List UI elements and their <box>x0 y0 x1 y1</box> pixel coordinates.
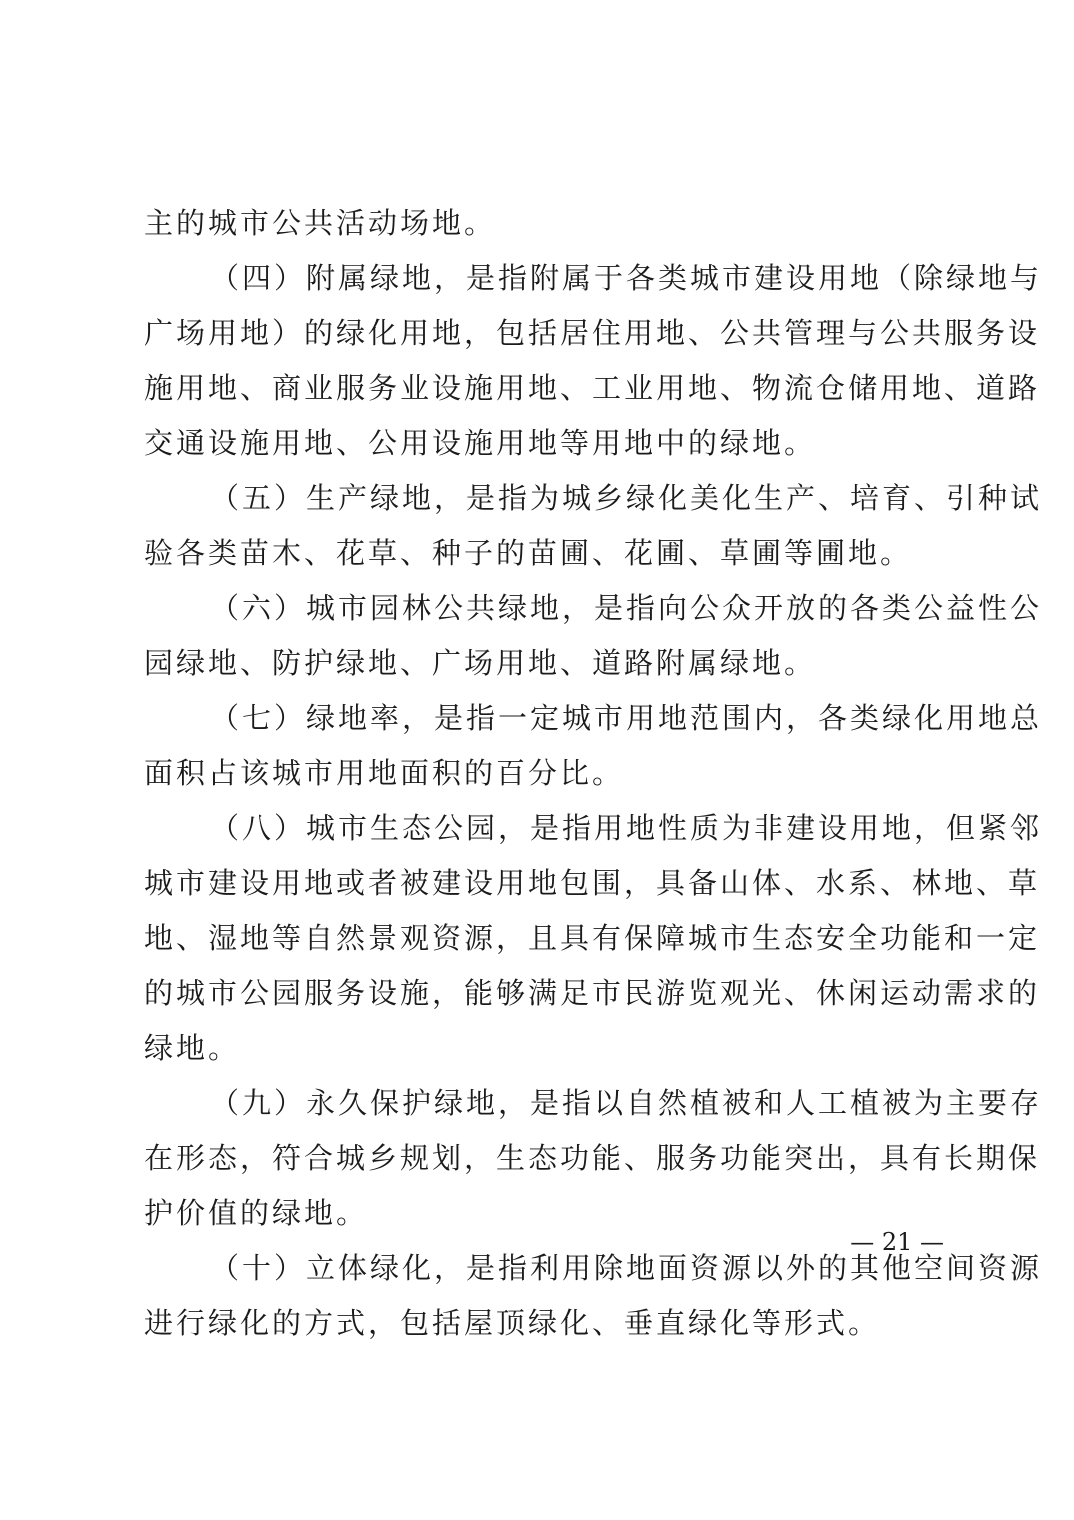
text-line: （十）立体绿化，是指利用除地面资源以外的其他空间资源 <box>210 1251 1043 1285</box>
text-line: 地、湿地等自然景观资源，且具有保障城市生态安全功能和一定 <box>144 921 1041 955</box>
text-line: 主的城市公共活动场地。 <box>144 206 497 240</box>
text-line: （六）城市园林公共绿地，是指向公众开放的各类公益性公 <box>210 591 1043 625</box>
text-line: （九）永久保护绿地，是指以自然植被和人工植被为主要存 <box>210 1086 1043 1120</box>
text-line: 的城市公园服务设施，能够满足市民游览观光、休闲运动需求的 <box>144 976 1041 1010</box>
text-line: 园绿地、防护绿地、广场用地、道路附属绿地。 <box>144 646 817 680</box>
body-text <box>144 196 1043 1351</box>
text-line: 交通设施用地、公用设施用地等用地中的绿地。 <box>144 426 817 460</box>
text-line: 城市建设用地或者被建设用地包围，具备山体、水系、林地、草 <box>144 866 1041 900</box>
text-line: 进行绿化的方式，包括屋顶绿化、垂直绿化等形式。 <box>144 1306 881 1340</box>
text-line: 绿地。 <box>144 1031 241 1065</box>
text-line: （五）生产绿地，是指为城乡绿化美化生产、培育、引种试 <box>210 481 1043 515</box>
text-line: 在形态，符合城乡规划，生态功能、服务功能突出，具有长期保 <box>144 1141 1041 1175</box>
page-number: — 21 — <box>850 1228 944 1256</box>
text-line: 面积占该城市用地面积的百分比。 <box>144 756 625 790</box>
text-line: 验各类苗木、花草、种子的苗圃、花圃、草圃等圃地。 <box>144 536 913 570</box>
text-line: （八）城市生态公园，是指用地性质为非建设用地，但紧邻 <box>210 811 1043 845</box>
text-line: （七）绿地率，是指一定城市用地范围内，各类绿化用地总 <box>210 701 1043 735</box>
text-line: 护价值的绿地。 <box>144 1196 369 1230</box>
text-line: 施用地、商业服务业设施用地、工业用地、物流仓储用地、道路 <box>144 371 1041 405</box>
text-line: （四）附属绿地，是指附属于各类城市建设用地（除绿地与 <box>210 261 1043 295</box>
text-line: 广场用地）的绿化用地，包括居住用地、公共管理与公共服务设 <box>144 316 1041 350</box>
